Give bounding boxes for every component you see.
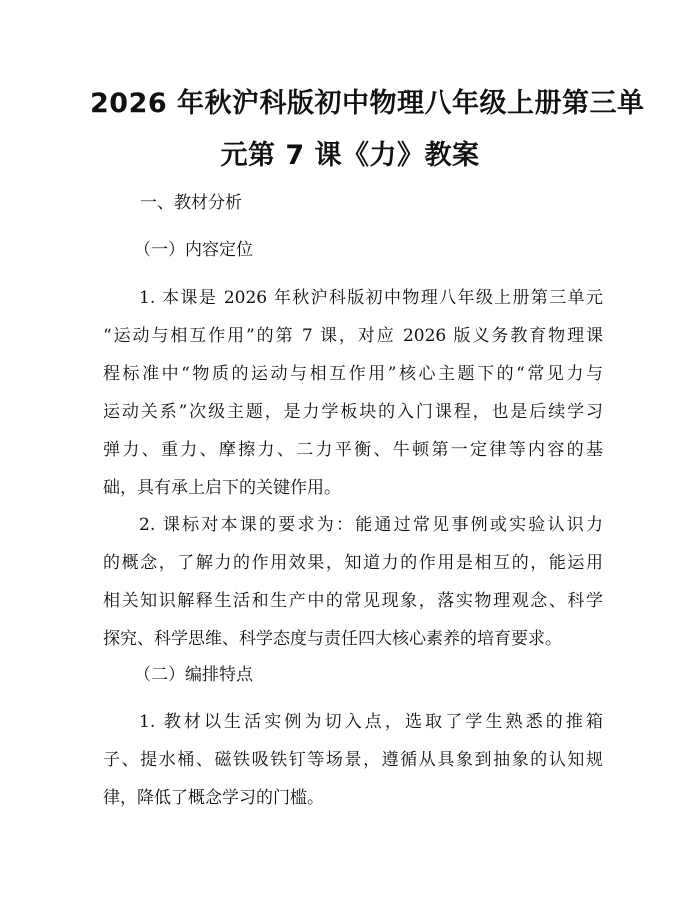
title-line-1: 2026 年秋沪科版初中物理八年级上册第三单	[90, 88, 645, 119]
paragraph-line: 程标准中“物质的运动与相互作用”核心主题下的“常见力与	[103, 364, 603, 384]
section-heading-teaching-material-analysis: 一、教材分析	[140, 193, 242, 213]
paragraph-line: 子、提水桶、磁铁吸铁钉等场景，遵循从具象到抽象的认知规	[103, 750, 603, 770]
subsection-heading-layout-features: （二）编排特点	[134, 665, 253, 685]
paragraph-line: 运动关系”次级主题，是力学板块的入门课程，也是后续学习	[103, 402, 603, 422]
paragraph-line: 的概念，了解力的作用效果，知道力的作用是相互的，能运用	[103, 553, 603, 573]
paragraph-layout-features-1	[103, 703, 603, 817]
paragraph-content-positioning-1	[103, 279, 603, 507]
paragraph-line: 弹力、重力、摩擦力、二力平衡、牛顿第一定律等内容的基	[103, 440, 603, 460]
document-title	[90, 78, 645, 182]
title-line-2: 元第 7 课《力》教案	[220, 140, 480, 171]
paragraph-line: “运动与相互作用”的第 7 课，对应 2026 版义务教育物理课	[103, 326, 603, 346]
subsection-heading-content-positioning: （一）内容定位	[134, 240, 253, 260]
paragraph-line: 律，降低了概念学习的门槛。	[103, 788, 324, 808]
paragraph-line: 2. 课标对本课的要求为：能通过常见事例或实验认识力	[139, 515, 603, 535]
paragraph-line: 相关知识解释生活和生产中的常见现象，落实物理观念、科学	[103, 591, 603, 611]
paragraph-line: 1. 教材以生活实例为切入点，选取了学生熟悉的推箱	[139, 712, 603, 732]
paragraph-line: 础，具有承上启下的关键作用。	[103, 478, 341, 498]
paragraph-line: 1. 本课是 2026 年秋沪科版初中物理八年级上册第三单元	[139, 288, 603, 308]
paragraph-content-positioning-2	[103, 506, 603, 658]
paragraph-line: 探究、科学思维、科学态度与责任四大核心素养的培育要求。	[103, 629, 562, 649]
